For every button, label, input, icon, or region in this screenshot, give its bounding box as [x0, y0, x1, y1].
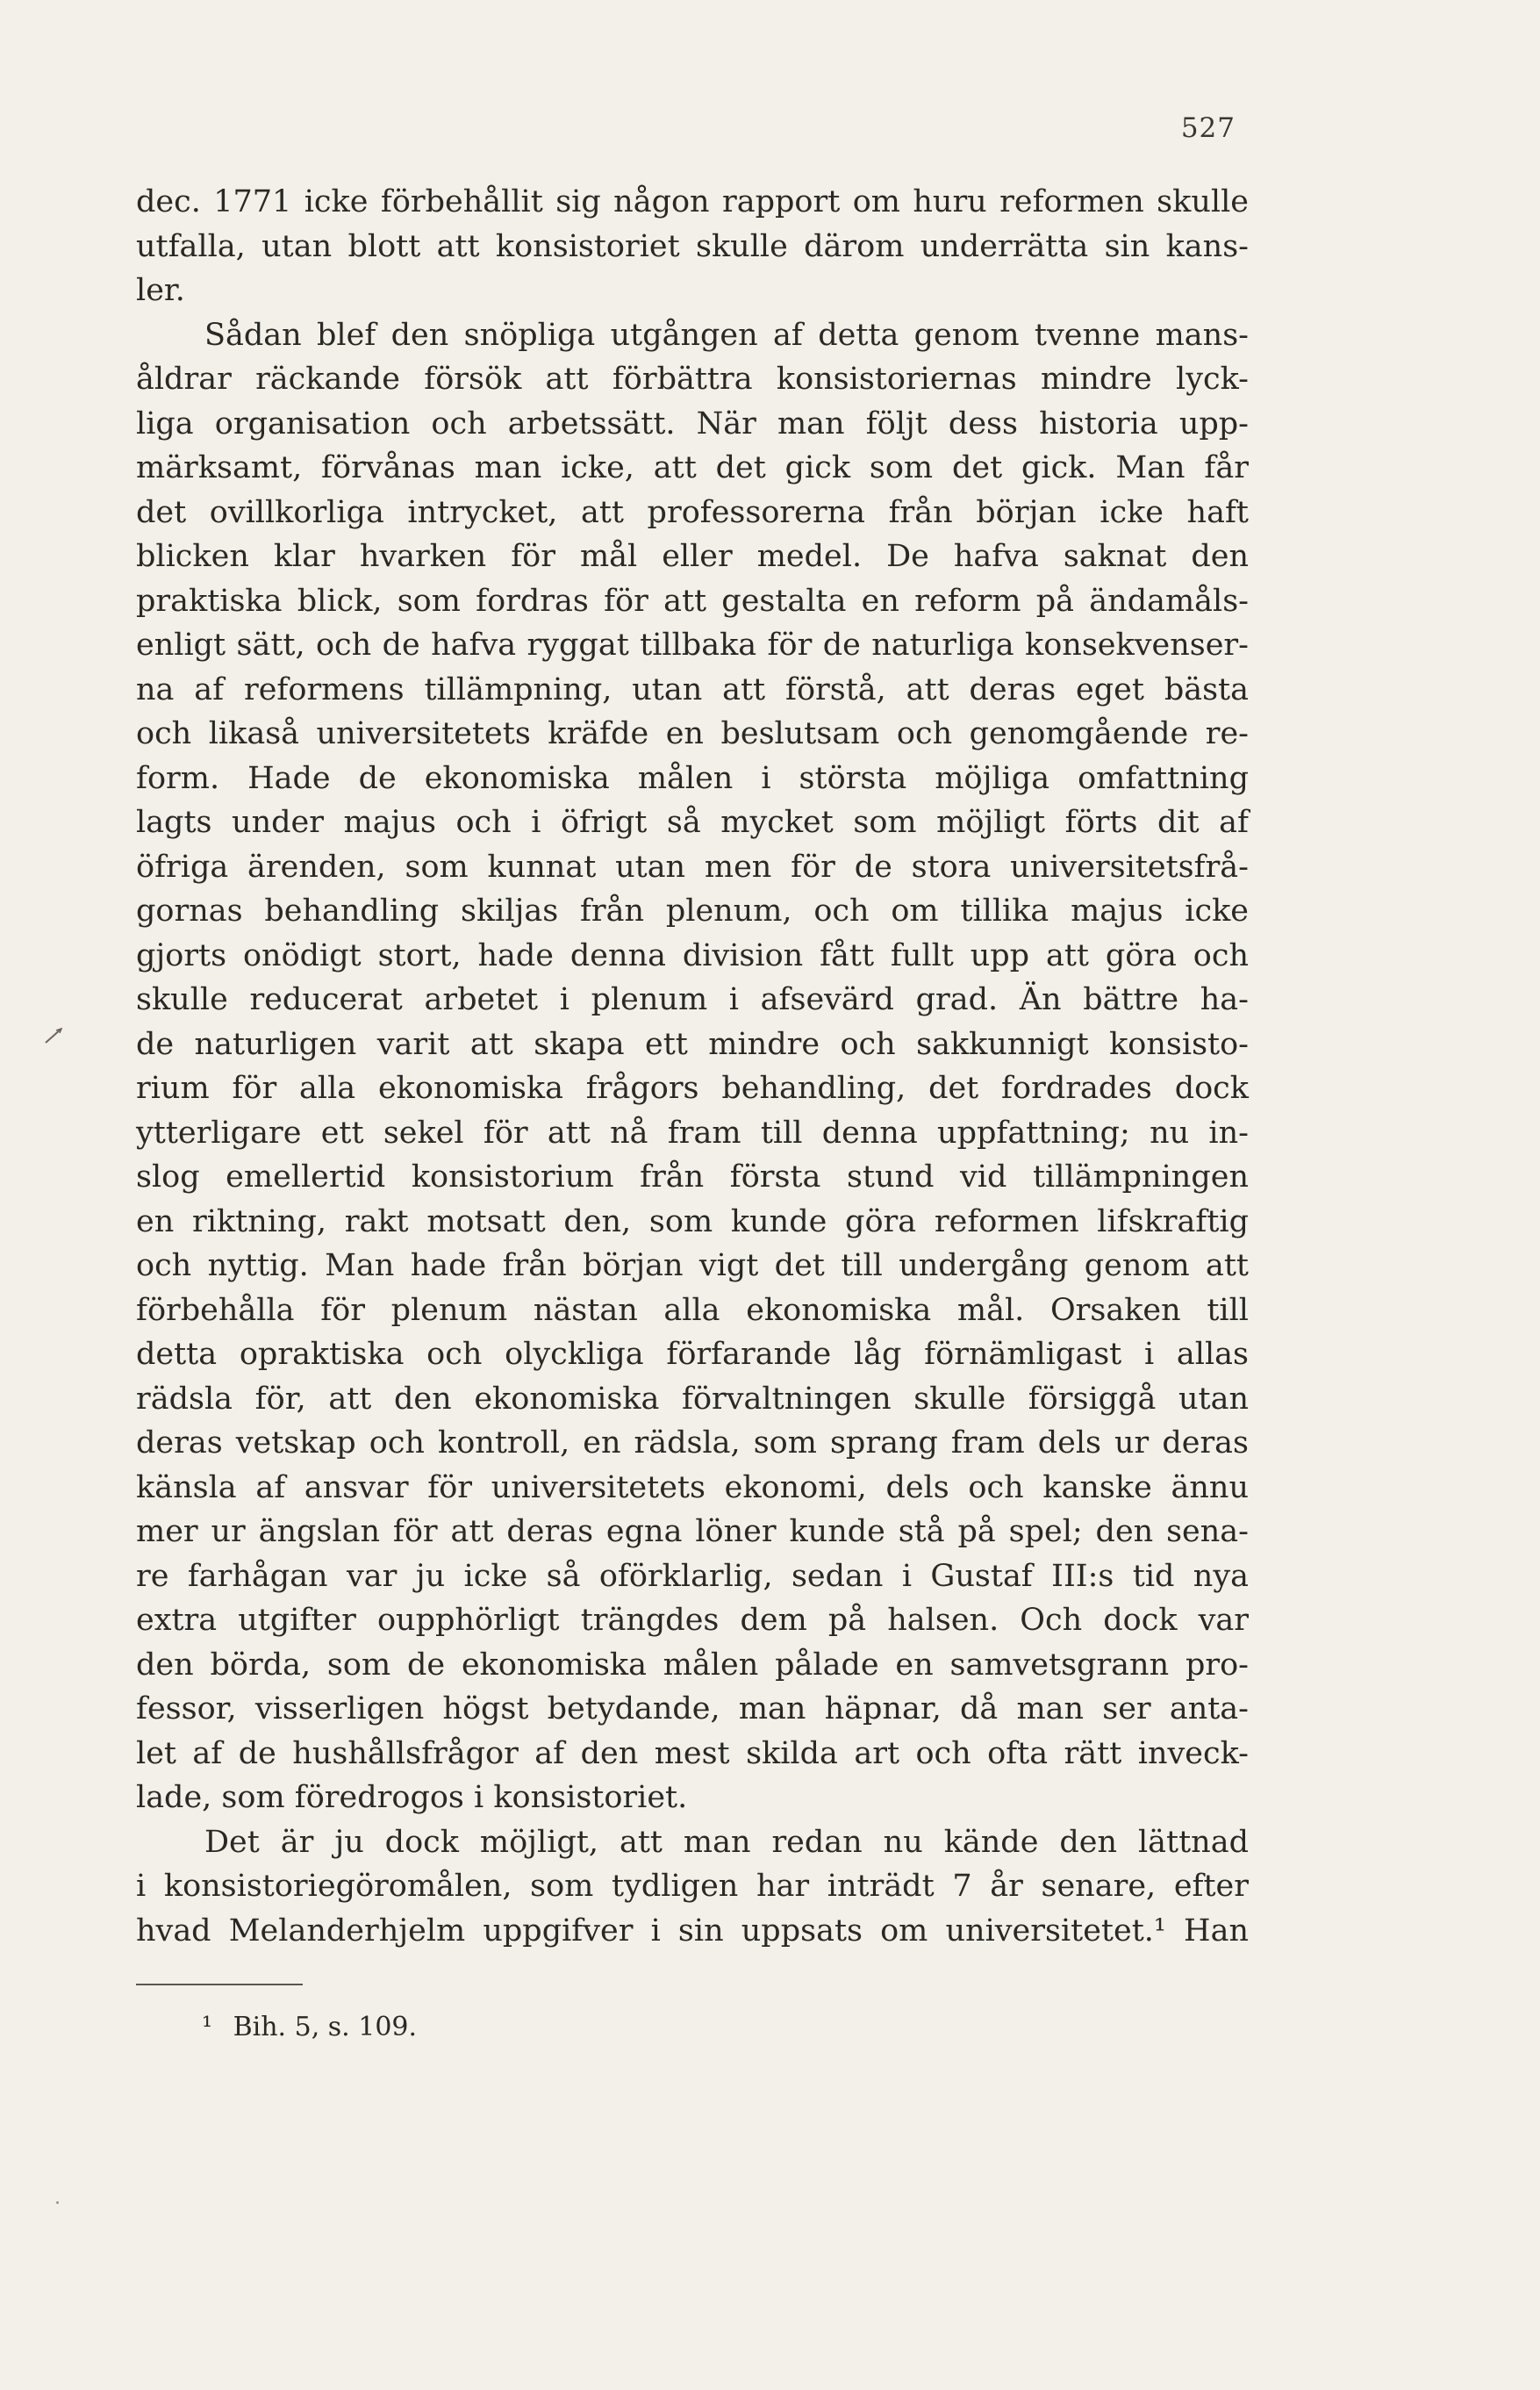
text-line: re farhågan var ju icke så oförklarlig, sedan i Gustaf III:s tid nya [136, 1558, 1249, 1594]
text-line: liga organisation och arbetssätt. När man följt dess historia upp- [136, 406, 1249, 441]
text-line: de naturligen varit att skapa ett mindre och sakkunnigt konsisto- [136, 1026, 1249, 1062]
text-line: lagts under majus och i öfrigt så mycket som möjligt förts dit af [136, 805, 1249, 840]
text-line: rädsla för, att den ekonomiska förvaltningen skulle försiggå utan [136, 1381, 1249, 1417]
text-line: ytterligare ett sekel för att nå fram till denna uppfattning; nu in- [136, 1115, 1249, 1151]
text-line: mer ur ängslan för att deras egna löner kunde stå på spel; den sena- [136, 1514, 1249, 1549]
text-line: förbehålla för plenum nästan alla ekonomiska mål. Orsaken till [136, 1292, 1249, 1328]
text-line: utfalla, utan blott att konsistoriet skulle därom underrätta sin kans- [136, 228, 1249, 264]
text-line: en riktning, rakt motsatt den, som kunde göra reformen lifskraftig [136, 1203, 1249, 1239]
text-line: den börda, som de ekonomiska målen pålade en samvetsgrann pro- [136, 1647, 1249, 1683]
footnote-text: Bih. 5, s. 109. [233, 2012, 418, 2042]
text-line: öfriga ärenden, som kunnat utan men för de stora universitetsfrå- [136, 849, 1249, 885]
text-line: märksamt, förvånas man icke, att det gick som det gick. Man får [136, 450, 1249, 485]
text-line: i konsistoriegöromålen, som tydligen har inträdt 7 år senare, efter [136, 1869, 1249, 1904]
text-line: gornas behandling skiljas från plenum, och om tillika majus icke [136, 894, 1249, 929]
text-line: extra utgifter oupphörligt trängdes dem på halsen. Och dock var [136, 1603, 1249, 1638]
page-number: 527 [1180, 112, 1236, 144]
text-line: slog emellertid konsistorium från första stund vid tillämpningen [136, 1159, 1249, 1195]
text-line: gjorts onödigt stort, hade denna division fått fullt upp att göra och [136, 937, 1249, 973]
text-line: deras vetskap och kontroll, en rädsla, som sprang fram dels ur deras [136, 1425, 1249, 1461]
text-line: dec. 1771 icke förbehållit sig någon rapport om huru reformen skulle [136, 184, 1249, 219]
text-line: enligt sätt, och de hafva ryggat tillbaka för de naturliga konsekvenser- [136, 628, 1249, 663]
text-line: lade, som föredrogos i konsistoriet. [136, 1780, 688, 1815]
text-line: let af de hushållsfrågor af den mest skilda art och ofta rätt inveck- [136, 1735, 1249, 1771]
footnote [202, 2010, 417, 2045]
text-line: detta opraktiska och olyckliga förfarande låg förnämligast i allas [136, 1337, 1249, 1372]
footnote-divider [136, 1984, 303, 1985]
text-line: och likaså universitetets kräfde en beslutsam och genomgående re- [136, 716, 1249, 751]
text-line: rium för alla ekonomiska frågors behandling, det fordrades dock [136, 1071, 1249, 1106]
text-line: och nyttig. Man hade från början vigt det till undergång genom att [136, 1248, 1249, 1283]
text-line: praktiska blick, som fordras för att gestalta en reform på ändamåls- [136, 583, 1249, 619]
text-line: na af reformens tillämpning, utan att förstå, att deras eget bästa [136, 671, 1249, 707]
text-line: form. Hade de ekonomiska målen i största möjliga omfattning [136, 760, 1249, 796]
paper-speck [56, 2201, 59, 2204]
text-line: det ovillkorliga intrycket, att professorerna från början icke haft [136, 494, 1249, 530]
footnote-marker: ¹ [202, 2012, 213, 2042]
text-line: åldrar räckande försök att förbättra konsistoriernas mindre lyck- [136, 362, 1249, 397]
text-line: fessor, visserligen högst betydande, man häpnar, då man ser anta- [136, 1691, 1249, 1726]
text-line: blicken klar hvarken för mål eller medel. De hafva saknat den [136, 539, 1249, 574]
text-line: ler. [136, 273, 185, 308]
text-line: hvad Melanderhjelm uppgifver i sin uppsats om universitetet.¹ Han [136, 1913, 1249, 1949]
text-line: Sådan blef den snöpliga utgången af detta genom tvenne mans- [204, 317, 1249, 353]
text-line: känsla af ansvar för universitetets ekonomi, dels och kanske ännu [136, 1469, 1249, 1505]
text-line: Det är ju dock möjligt, att man redan nu kände den lättnad [204, 1824, 1249, 1860]
body-text [136, 180, 1249, 1953]
text-line: skulle reducerat arbetet i plenum i afsevärd grad. Än bättre ha- [136, 982, 1249, 1017]
pencil-mark-icon [44, 1025, 65, 1046]
